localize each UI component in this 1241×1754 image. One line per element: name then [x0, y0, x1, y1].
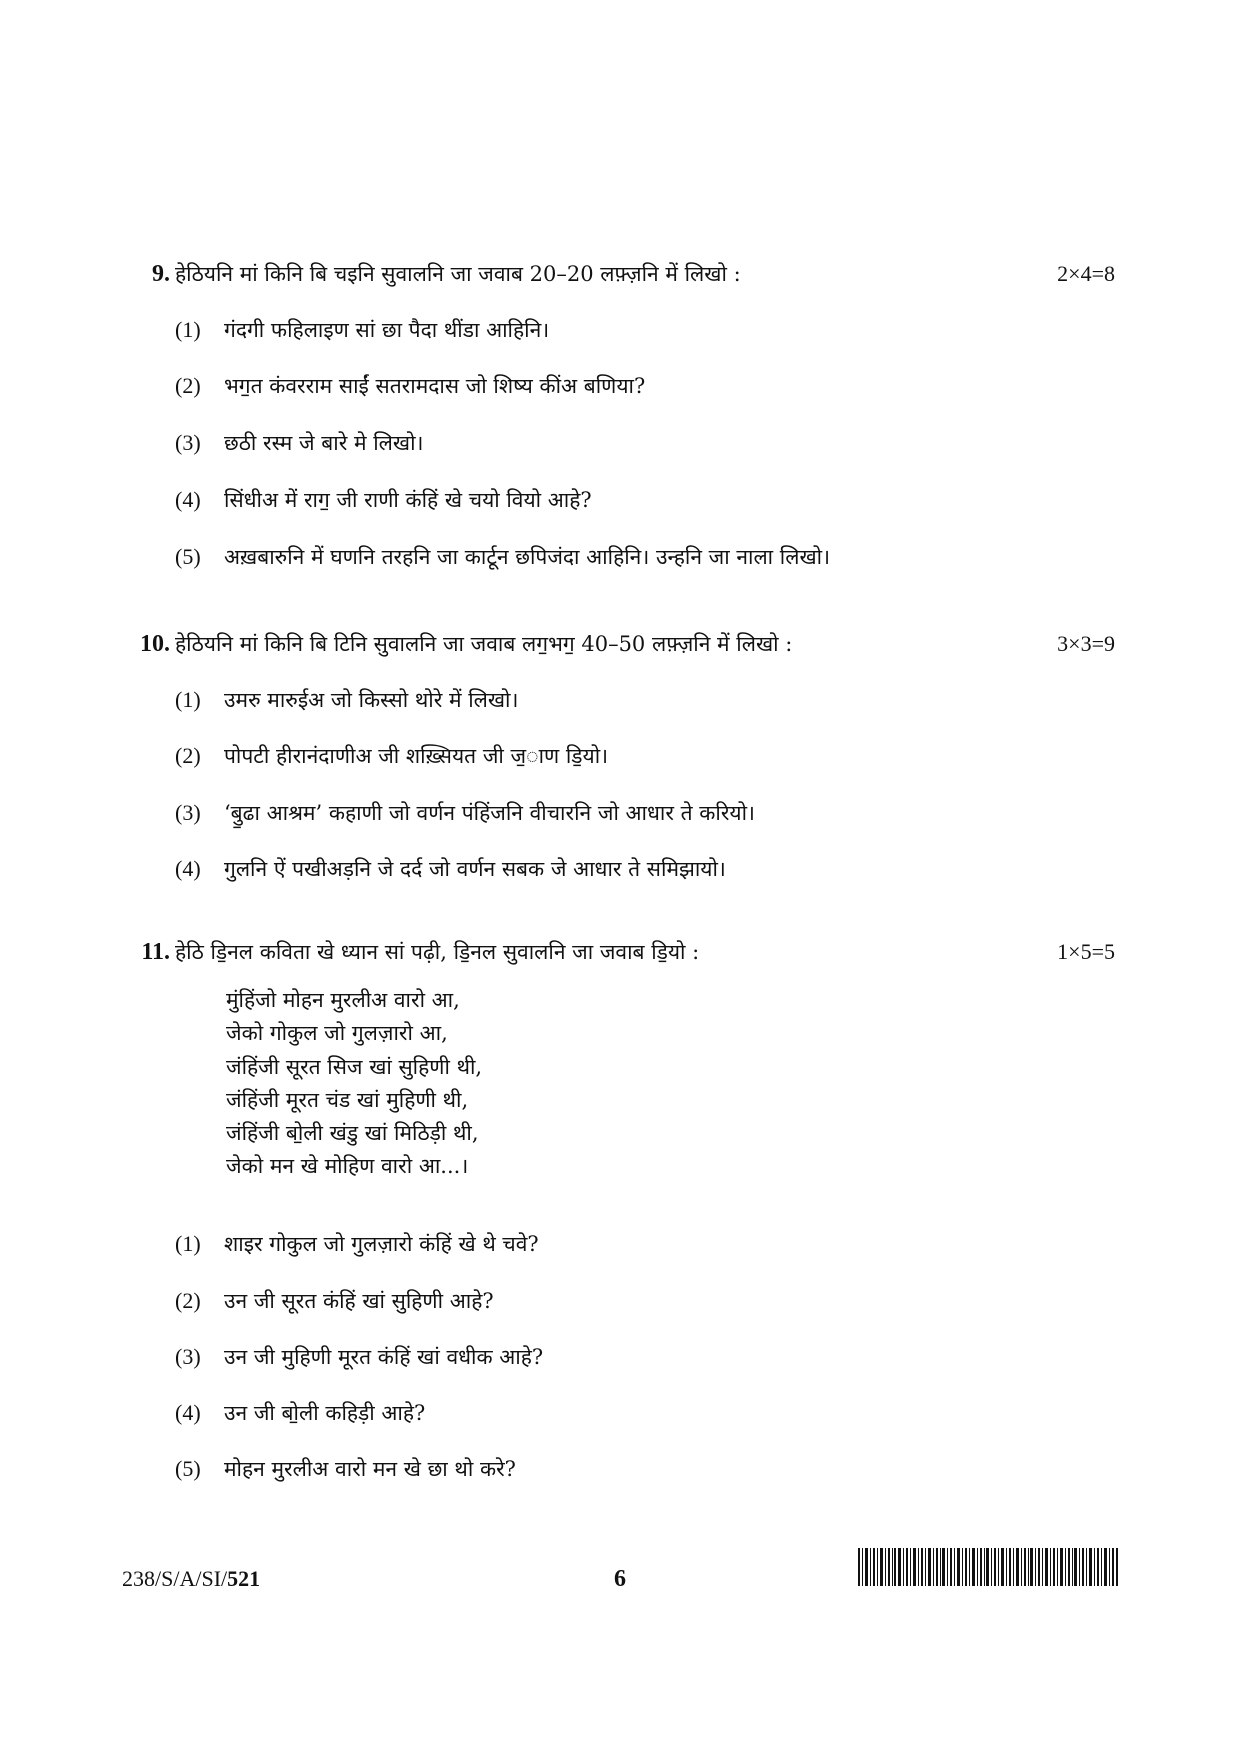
option-text: छठी रस्म जे बारे मे लिखो। — [224, 431, 424, 455]
option-text: मोहन मुरलीअ वारो मन खे छा थो करे? — [224, 1457, 516, 1481]
question-9-option-5 — [175, 539, 830, 575]
question-11-option-3 — [175, 1339, 543, 1375]
option-number: (2) — [175, 743, 201, 768]
question-10-option-4 — [175, 851, 726, 887]
question-text: हेठियनि मां किनि बि टिनि सुवालनि जा जवाब लग॒भग॒ 40–50 लफ़्ज़नि में लिखो : — [175, 632, 793, 656]
question-9-option-2 — [175, 368, 645, 404]
option-number: (1) — [175, 1231, 201, 1256]
poem-line: जेको गोकुल जो गुलज़ारो आ, — [226, 1021, 448, 1046]
barcode-image — [858, 1548, 1118, 1586]
question-9-option-4 — [175, 482, 592, 518]
question-marks: 1×5=5 — [1057, 939, 1115, 964]
option-number: (4) — [175, 1400, 201, 1425]
option-number: (2) — [175, 373, 201, 398]
option-number: (3) — [175, 800, 201, 825]
question-11-option-5 — [175, 1451, 516, 1487]
question-marks: 2×4=8 — [1057, 261, 1115, 286]
question-11-option-4 — [175, 1395, 425, 1431]
question-10-option-2 — [175, 738, 608, 774]
poem — [226, 984, 482, 1184]
option-number: (3) — [175, 1344, 201, 1369]
option-number: (3) — [175, 430, 201, 455]
page-number: 6 — [614, 1566, 626, 1592]
question-text: हेठियनि मां किनि बि चइनि सुवालनि जा जवाब 20–20 लफ़्ज़नि में लिखो : — [175, 262, 741, 286]
option-text: उन जी सूरत कंहिं खां सुहिणी आहे? — [224, 1289, 494, 1313]
question-number: 9. — [152, 261, 170, 287]
question-11-option-1 — [175, 1226, 539, 1262]
poem-line: मुंहिंजो मोहन मुरलीअ वारो आ, — [226, 988, 460, 1012]
question-10-option-1 — [175, 682, 518, 718]
option-number: (1) — [175, 687, 201, 712]
option-text: गंदगी फहिलाइण सां छा पैदा थींडा आहिनि। — [224, 318, 550, 342]
option-number: (2) — [175, 1288, 201, 1313]
option-text: उन जी मुहिणी मूरत कंहिं खां वधीक आहे? — [224, 1345, 544, 1369]
option-number: (5) — [175, 1456, 201, 1481]
question-marks: 3×3=9 — [1057, 631, 1115, 656]
option-text: अख़बारुनि में घणनि तरहनि जा कार्टून छपिजंदा आहिनि। उन्हनि जा नाला लिखो। — [224, 545, 831, 569]
question-10 — [0, 626, 1241, 666]
question-11-option-2 — [175, 1283, 494, 1319]
poem-line: जंहिंजी बो॒ली खंडु खां मिठिड़ी थी, — [226, 1121, 479, 1146]
option-number: (4) — [175, 487, 201, 512]
option-number: (1) — [175, 317, 201, 342]
option-number: (4) — [175, 856, 201, 881]
poem-line: जंहिंजी मूरत चंड खां मुहिणी थी, — [226, 1087, 469, 1112]
poem-line: जेको मन खे मोहिण वारो आ...। — [226, 1154, 469, 1179]
paper-code-number: 521 — [227, 1566, 261, 1591]
option-text: उन जी बो॒ली कहिड़ी आहे? — [224, 1401, 426, 1425]
paper-code-prefix: 238/S/A/SI/ — [122, 1566, 228, 1591]
option-number: (5) — [175, 544, 201, 569]
paper-code — [122, 1566, 260, 1592]
question-number: 11. — [141, 939, 170, 965]
question-11 — [0, 934, 1241, 974]
option-text: सिंधीअ में राग॒ जी राणी कंहिं खे चयो वियो आहे? — [224, 488, 592, 512]
question-9-option-3 — [175, 425, 423, 461]
poem-line: जंहिंजी सूरत सिज खां सुहिणी थी, — [226, 1054, 483, 1079]
option-text: उमरु मारुईअ जो किस्सो थोरे में लिखो। — [224, 688, 519, 712]
option-text: ‘बु॒ढा आश्रम’ कहाणी जो वर्णन पंहिंजनि वीचारनि जो आधार ते करियो। — [224, 801, 756, 825]
question-9-option-1 — [175, 312, 549, 348]
question-10-option-3 — [175, 795, 755, 831]
option-text: शाइर गोकुल जो गुलज़ारो कंहिं खे थे चवे? — [224, 1232, 539, 1256]
question-number: 10. — [140, 631, 170, 657]
option-text: गुलनि ऐं पखीअड़नि जे दर्द जो वर्णन सबक जे आधार ते समिझायो। — [224, 857, 726, 881]
option-text: भग॒त कंवरराम साईं सतरामदास जो शिष्य कींअ बणिया? — [224, 374, 646, 398]
question-text: हेठि डि॒नल कविता खे ध्यान सां पढ़ी, डि॒नल सुवालनि जा जवाब डि॒यो : — [175, 940, 700, 964]
question-9 — [0, 256, 1241, 296]
option-text: पोपटी हीरानंदाणीअ जी शख़्सियत जी ज॒ाण डि॒यो। — [224, 744, 609, 768]
